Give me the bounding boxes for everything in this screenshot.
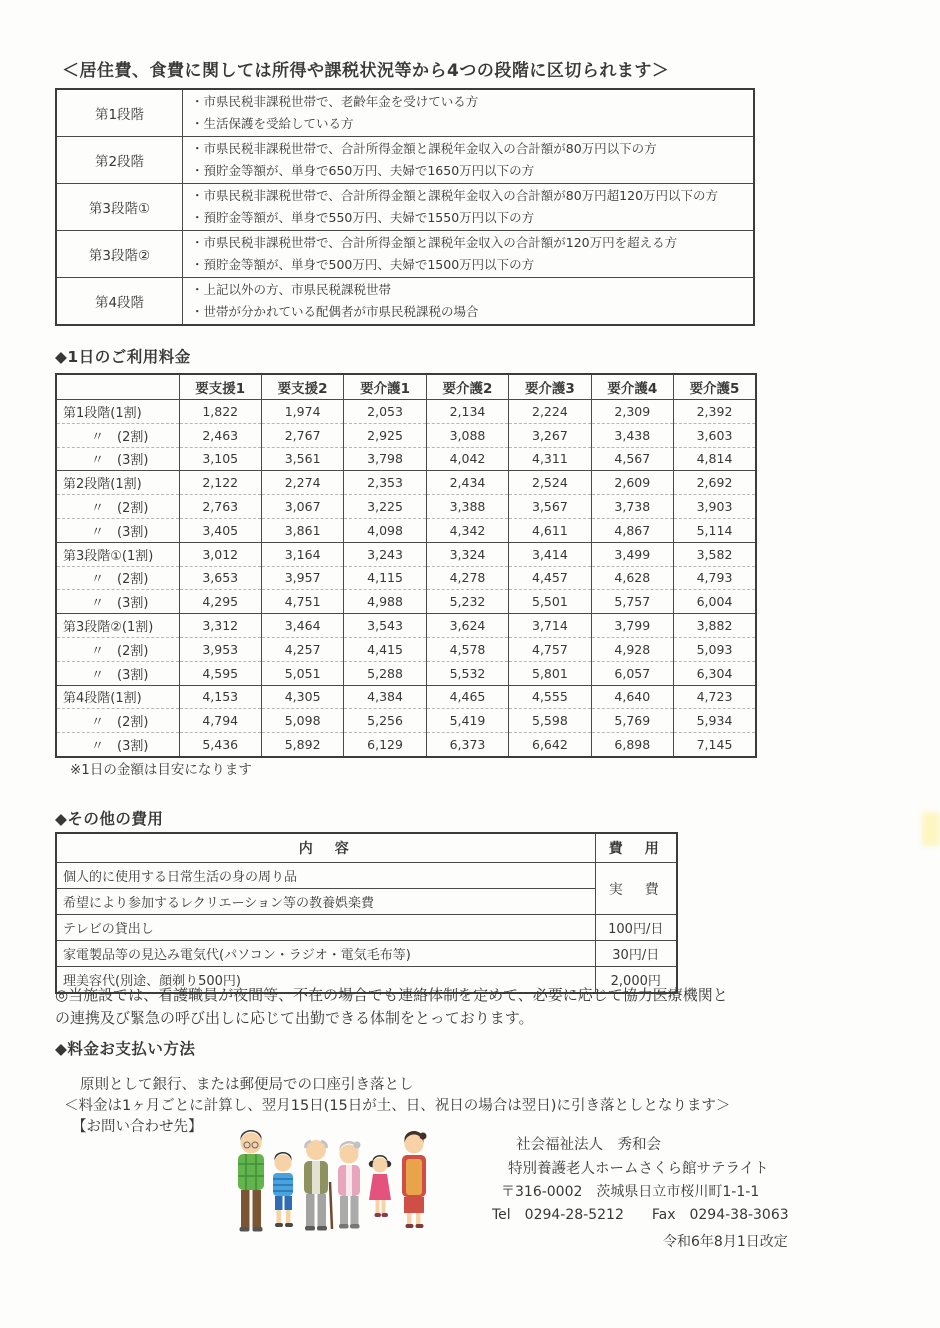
other-fees-fee: 2,000円	[595, 967, 677, 994]
fee-value-cell: 2,767	[261, 423, 343, 447]
fee-value-cell: 4,814	[674, 447, 756, 471]
fee-value-cell: 5,093	[674, 637, 756, 661]
fee-row-label: 〃 (2割)	[56, 423, 179, 447]
fee-value-cell: 5,757	[591, 590, 673, 614]
fee-row	[56, 661, 756, 685]
fee-row-label: 〃 (2割)	[56, 495, 179, 519]
payment-heading: ◆料金お支払い方法	[55, 1040, 196, 1058]
daily-fee-table	[55, 373, 757, 758]
fee-value-cell: 4,305	[261, 685, 343, 709]
fee-value-cell: 3,567	[509, 495, 591, 519]
fee-value-cell: 5,892	[261, 733, 343, 757]
fee-value-cell: 3,225	[344, 495, 426, 519]
fee-row	[56, 423, 756, 447]
fee-value-cell: 2,524	[509, 471, 591, 495]
other-fees-content: 理美容代(別途、顔剃り500円)	[56, 967, 595, 994]
stage-label: 第4段階	[56, 278, 183, 326]
fee-value-cell: 4,555	[509, 685, 591, 709]
stage-label: 第3段階②	[56, 231, 183, 278]
stage-criteria-table	[55, 88, 755, 326]
other-fees-row	[56, 863, 677, 889]
stage-criteria-line: ・市県民税非課税世帯で、老齢年金を受けている方	[191, 94, 479, 109]
fee-value-cell: 2,309	[591, 400, 673, 424]
fee-value-cell: 3,903	[674, 495, 756, 519]
fee-value-cell: 5,114	[674, 518, 756, 542]
fee-value-cell: 4,611	[509, 518, 591, 542]
stage-criteria-line: ・市県民税非課税世帯で、合計所得金額と課税年金収入の合計額が120万円を超える方	[191, 235, 678, 250]
fee-table-body	[56, 374, 756, 757]
contact-address: 〒316-0002 茨城県日立市桜川町1-1-1	[501, 1184, 760, 1200]
stage-criteria-line: ・預貯金等額が、単身で500万円、夫婦で1500万円以下の方	[191, 257, 535, 272]
stage-criteria	[183, 231, 755, 278]
other-fees-col-content: 内 容	[56, 833, 595, 863]
fee-value-cell: 6,004	[674, 590, 756, 614]
fee-row-label: 第3段階②(1割)	[56, 614, 179, 638]
fee-value-cell: 4,295	[179, 590, 261, 614]
fee-value-cell: 3,561	[261, 447, 343, 471]
fee-value-cell: 3,388	[426, 495, 508, 519]
fee-value-cell: 5,532	[426, 661, 508, 685]
other-fees-row	[56, 889, 677, 915]
girl-figure	[369, 1155, 391, 1217]
fee-value-cell: 3,957	[261, 566, 343, 590]
fee-value-cell: 6,057	[591, 661, 673, 685]
other-fees-row	[56, 915, 677, 941]
fee-value-cell: 3,414	[509, 542, 591, 566]
mother-figure	[402, 1131, 427, 1228]
other-fees-header-row	[56, 833, 677, 863]
fee-header-cell: 要介護4	[591, 374, 673, 400]
stage-criteria-line: ・預貯金等額が、単身で650万円、夫婦で1650万円以下の方	[191, 163, 535, 178]
fee-value-cell: 3,267	[509, 423, 591, 447]
stage-row	[56, 278, 754, 326]
grandmother-figure	[338, 1141, 361, 1229]
fee-value-cell: 6,373	[426, 733, 508, 757]
other-fees-fee: 30円/日	[595, 941, 677, 967]
grandfather-figure	[304, 1140, 332, 1231]
nurse-note-line2: の連携及び緊急の呼び出しに応じて出勤できる体制をとっております。	[55, 1009, 534, 1027]
fee-row-label: 第2段階(1割)	[56, 471, 179, 495]
stage-criteria	[183, 184, 755, 231]
fee-row-label: 第1段階(1割)	[56, 400, 179, 424]
other-fees-row	[56, 941, 677, 967]
fee-row	[56, 733, 756, 757]
fee-value-cell: 3,953	[179, 637, 261, 661]
fee-row-label: 〃 (3割)	[56, 447, 179, 471]
fee-value-cell: 2,763	[179, 495, 261, 519]
contact-label: 【お問い合わせ先】	[72, 1119, 203, 1135]
fee-row-label: 〃 (2割)	[56, 637, 179, 661]
fee-value-cell: 1,822	[179, 400, 261, 424]
stage-criteria-line: ・預貯金等額が、単身で550万円、夫婦で1550万円以下の方	[191, 210, 535, 225]
fee-value-cell: 3,882	[674, 614, 756, 638]
fee-row	[56, 518, 756, 542]
stage-label: 第1段階	[56, 89, 183, 137]
fee-value-cell: 3,243	[344, 542, 426, 566]
fee-value-cell: 5,436	[179, 733, 261, 757]
fee-value-cell: 5,051	[261, 661, 343, 685]
fee-value-cell: 3,438	[591, 423, 673, 447]
fee-value-cell: 7,145	[674, 733, 756, 757]
stage-criteria-line: ・世帯が分かれている配偶者が市県民税課税の場合	[191, 304, 479, 319]
fee-note: ※1日の金額は目安になります	[70, 762, 252, 778]
fee-value-cell: 3,543	[344, 614, 426, 638]
other-fees-col-fee: 費 用	[595, 833, 677, 863]
fee-value-cell: 5,419	[426, 709, 508, 733]
fee-value-cell: 3,067	[261, 495, 343, 519]
other-fees-content: 家電製品等の見込み電気代(パソコン・ラジオ・電気毛布等)	[56, 941, 595, 967]
fee-value-cell: 3,603	[674, 423, 756, 447]
fee-value-cell: 3,861	[261, 518, 343, 542]
stage-row	[56, 231, 754, 278]
fee-row-label: 第4段階(1割)	[56, 685, 179, 709]
fee-value-cell: 3,324	[426, 542, 508, 566]
fee-header-cell: 要介護5	[674, 374, 756, 400]
stage-criteria-line: ・生活保護を受給している方	[191, 116, 354, 131]
fee-value-cell: 4,278	[426, 566, 508, 590]
fee-value-cell: 3,164	[261, 542, 343, 566]
contact-facility: 特別養護老人ホームさくら館サテライト	[508, 1161, 769, 1177]
stage-criteria	[183, 137, 755, 184]
fee-value-cell: 2,609	[591, 471, 673, 495]
fee-value-cell: 3,105	[179, 447, 261, 471]
fee-value-cell: 5,801	[509, 661, 591, 685]
stage-criteria	[183, 89, 755, 137]
stage-row	[56, 137, 754, 184]
other-fees-fee: 100円/日	[595, 915, 677, 941]
fee-value-cell: 3,499	[591, 542, 673, 566]
fee-header-cell: 要介護1	[344, 374, 426, 400]
fee-value-cell: 2,134	[426, 400, 508, 424]
fee-header-cell: 要介護2	[426, 374, 508, 400]
fee-header-cell: 要介護3	[509, 374, 591, 400]
fee-value-cell: 4,098	[344, 518, 426, 542]
family-illustration	[226, 1124, 441, 1246]
fee-row	[56, 495, 756, 519]
fee-row-label: 〃 (2割)	[56, 566, 179, 590]
fee-value-cell: 4,042	[426, 447, 508, 471]
fee-value-cell: 4,988	[344, 590, 426, 614]
payment-line2: ＜料金は1ヶ月ごとに計算し、翌月15日(15日が土、日、祝日の場合は翌日)に引き落としとなります＞	[64, 1098, 731, 1114]
fee-value-cell: 5,934	[674, 709, 756, 733]
fee-value-cell: 3,582	[674, 542, 756, 566]
fee-value-cell: 5,098	[261, 709, 343, 733]
fee-value-cell: 6,304	[674, 661, 756, 685]
stage-criteria-line: ・市県民税非課税世帯で、合計所得金額と課税年金収入の合計額が80万円超120万円以下の方	[191, 188, 719, 203]
fee-row-label: 〃 (3割)	[56, 661, 179, 685]
revision-date: 令和6年8月1日改定	[663, 1234, 788, 1250]
fee-value-cell: 4,640	[591, 685, 673, 709]
fee-value-cell: 4,928	[591, 637, 673, 661]
fee-value-cell: 5,232	[426, 590, 508, 614]
fee-value-cell: 3,714	[509, 614, 591, 638]
nurse-note-line1: ◎当施設では、看護職員が夜間等、不在の場合でも連絡体制を定めて、必要に応じて協力医療機関と	[55, 986, 728, 1004]
fee-value-cell: 2,353	[344, 471, 426, 495]
other-fees-content: 希望により参加するレクリエーション等の教養娯楽費	[56, 889, 595, 915]
daily-fee-heading: ◆1日のご利用料金	[55, 348, 191, 366]
fee-value-cell: 3,799	[591, 614, 673, 638]
father-figure	[238, 1130, 264, 1232]
stage-row	[56, 89, 754, 137]
fee-value-cell: 2,122	[179, 471, 261, 495]
other-fees-table	[55, 832, 678, 994]
fee-value-cell: 6,898	[591, 733, 673, 757]
fee-row	[56, 685, 756, 709]
fee-row	[56, 590, 756, 614]
fee-value-cell: 6,129	[344, 733, 426, 757]
fee-value-cell: 2,692	[674, 471, 756, 495]
fee-row-label: 第3段階①(1割)	[56, 542, 179, 566]
document-title: ＜居住費、食費に関しては所得や課税状況等から4つの段階に区切られます＞	[62, 61, 670, 81]
stage-label: 第3段階①	[56, 184, 183, 231]
fee-value-cell: 3,405	[179, 518, 261, 542]
payment-line1: 原則として銀行、または郵便局での口座引き落とし	[80, 1077, 414, 1093]
fee-row	[56, 400, 756, 424]
fee-value-cell: 4,311	[509, 447, 591, 471]
stage-row	[56, 184, 754, 231]
fee-row	[56, 614, 756, 638]
fee-value-cell: 2,274	[261, 471, 343, 495]
fee-value-cell: 3,464	[261, 614, 343, 638]
fee-value-cell: 4,793	[674, 566, 756, 590]
fee-header-cell: 要支援1	[179, 374, 261, 400]
fee-row	[56, 637, 756, 661]
fee-value-cell: 1,974	[261, 400, 343, 424]
fee-header-row	[56, 374, 756, 400]
stage-criteria-line: ・市県民税非課税世帯で、合計所得金額と課税年金収入の合計額が80万円以下の方	[191, 141, 657, 156]
fee-value-cell: 5,769	[591, 709, 673, 733]
stage-criteria	[183, 278, 755, 326]
fee-value-cell: 4,628	[591, 566, 673, 590]
fee-value-cell: 4,578	[426, 637, 508, 661]
other-fees-content: テレビの貸出し	[56, 915, 595, 941]
fee-value-cell: 4,415	[344, 637, 426, 661]
fee-value-cell: 4,457	[509, 566, 591, 590]
fee-row-label: 〃 (3割)	[56, 590, 179, 614]
fee-row-label: 〃 (3割)	[56, 518, 179, 542]
fee-value-cell: 5,501	[509, 590, 591, 614]
fee-value-cell: 6,642	[509, 733, 591, 757]
stage-table-body	[56, 89, 754, 325]
fee-header-cell: 要支援2	[261, 374, 343, 400]
fee-value-cell: 2,434	[426, 471, 508, 495]
fee-row	[56, 447, 756, 471]
fee-value-cell: 5,288	[344, 661, 426, 685]
nurse-availability-note	[55, 984, 728, 1030]
fee-value-cell: 5,598	[509, 709, 591, 733]
fee-value-cell: 4,567	[591, 447, 673, 471]
fee-value-cell: 4,153	[179, 685, 261, 709]
other-fees-fee: 実 費	[595, 863, 677, 915]
other-fees-heading: ◆その他の費用	[55, 810, 164, 828]
fee-value-cell: 4,115	[344, 566, 426, 590]
contact-tel-fax: Tel 0294-28-5212 Fax 0294-38-3063	[492, 1207, 789, 1223]
fee-value-cell: 4,794	[179, 709, 261, 733]
scan-smudge-artifact	[922, 812, 940, 846]
fee-value-cell: 2,463	[179, 423, 261, 447]
fee-value-cell: 4,751	[261, 590, 343, 614]
boy-figure	[273, 1152, 293, 1227]
contact-organization: 社会福祉法人 秀和会	[516, 1137, 661, 1153]
fee-value-cell: 4,384	[344, 685, 426, 709]
stage-criteria-line: ・上記以外の方、市県民税課税世帯	[191, 282, 392, 297]
fee-value-cell: 3,798	[344, 447, 426, 471]
fee-row	[56, 471, 756, 495]
fee-value-cell: 3,624	[426, 614, 508, 638]
fee-value-cell: 3,653	[179, 566, 261, 590]
fee-value-cell: 2,053	[344, 400, 426, 424]
fee-value-cell: 5,256	[344, 709, 426, 733]
fee-row-label: 〃 (2割)	[56, 709, 179, 733]
fee-value-cell: 2,224	[509, 400, 591, 424]
fee-value-cell: 3,312	[179, 614, 261, 638]
fee-value-cell: 3,088	[426, 423, 508, 447]
fee-value-cell: 2,392	[674, 400, 756, 424]
fee-row	[56, 709, 756, 733]
fee-value-cell: 4,595	[179, 661, 261, 685]
fee-value-cell: 3,012	[179, 542, 261, 566]
fee-value-cell: 4,757	[509, 637, 591, 661]
fee-value-cell: 4,342	[426, 518, 508, 542]
fee-value-cell: 4,465	[426, 685, 508, 709]
fee-value-cell: 4,867	[591, 518, 673, 542]
fee-value-cell: 3,738	[591, 495, 673, 519]
fee-value-cell: 4,723	[674, 685, 756, 709]
fee-header-blank	[56, 374, 179, 400]
stage-label: 第2段階	[56, 137, 183, 184]
fee-value-cell: 4,257	[261, 637, 343, 661]
fee-row	[56, 566, 756, 590]
fee-row	[56, 542, 756, 566]
fee-row-label: 〃 (3割)	[56, 733, 179, 757]
other-fees-content: 個人的に使用する日常生活の身の周り品	[56, 863, 595, 889]
fee-value-cell: 2,925	[344, 423, 426, 447]
